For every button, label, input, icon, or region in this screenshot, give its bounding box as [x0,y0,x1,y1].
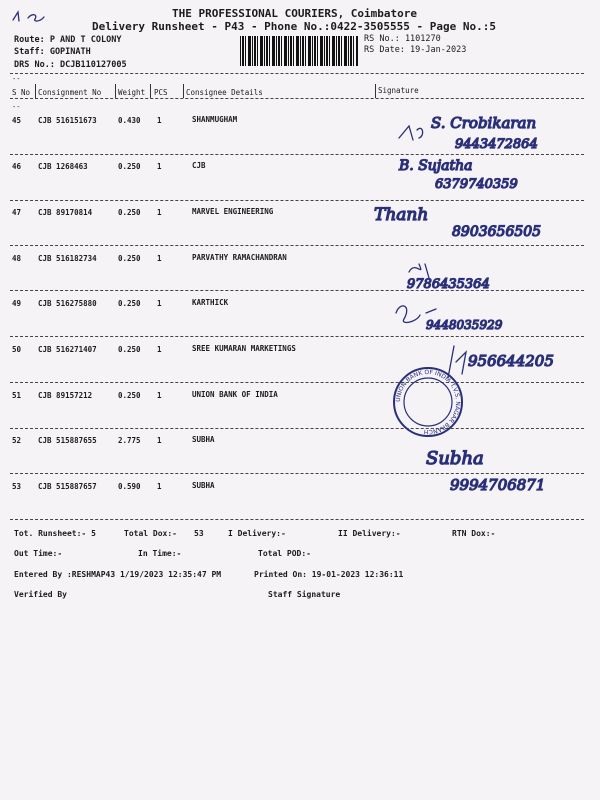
ii-delivery: II Delivery:- [338,529,401,538]
row-consignment: CJB 516182734 [38,254,97,263]
svg-text:6379740359: 6379740359 [435,177,518,192]
row-pcs: 1 [157,436,162,445]
svg-text:8903656505: 8903656505 [452,224,542,240]
i-delivery: I Delivery:- [228,529,286,538]
printed-on: Printed On: 19-01-2023 12:36:11 [254,570,404,579]
row-pcs: 1 [157,482,162,491]
row-weight: 0.250 [118,254,141,263]
signature-row-52 [420,440,590,500]
bank-stamp [392,366,464,438]
svg-text:9448035929: 9448035929 [426,318,503,332]
row-consignee: PARVATHY RAMACHANDRAN [192,253,287,262]
svg-text:Subha: Subha [426,448,484,469]
row-consignee: CJB [192,161,206,170]
row-pcs: 1 [157,162,162,171]
row-consignment: CJB 515887655 [38,436,97,445]
svg-text:9443472864: 9443472864 [455,137,538,152]
row-consignee: SUBHA [192,435,215,444]
total-pod: Total POD:- [258,549,311,558]
total-dox-label: Total Dox:- [124,529,177,538]
row-consignee: SREE KUMARAN MARKETINGS [192,344,296,353]
tot-runsheet: Tot. Runsheet:- 5 [14,529,96,538]
table-row [0,391,600,437]
row-sno: 49 [12,299,22,308]
row-consignee: MARVEL ENGINEERING [192,207,274,216]
row-weight: 0.250 [118,345,141,354]
row-weight: 0.250 [118,299,141,308]
row-consignee: KARTHICK [192,298,229,307]
svg-text:B. Sujatha: B. Sujatha [399,158,473,174]
row-consignment: CJB 1268463 [38,162,88,171]
row-sno: 47 [12,208,22,217]
row-consignment: CJB 89170814 [38,208,93,217]
runsheet-title: Delivery Runsheet - P43 - Phone No.:0422-3505555 - Page No.:5 [92,20,496,33]
drs-number: DRS No.: DCJB110127005 [14,60,127,70]
signature-row-47 [372,200,592,250]
col-signature: Signature [378,86,419,95]
row-pcs: 1 [157,391,162,400]
row-consignee: SUBHA [192,481,215,490]
total-dox-value: 53 [194,529,204,538]
row-sno: 50 [12,345,22,354]
rs-number: RS No.: 1101270 [364,34,441,44]
row-consignment: CJB 516275880 [38,299,97,308]
svg-text:9994706871: 9994706871 [450,476,546,494]
col-weight: Weight [118,88,146,97]
rs-date: RS Date: 19-Jan-2023 [364,45,467,55]
row-sno: 45 [12,116,22,125]
company-name: THE PROFESSIONAL COURIERS, Coimbatore [172,7,418,20]
row-sno: 52 [12,436,22,445]
rtn-dox: RTN Dox:- [452,529,496,538]
signature-row-48 [395,250,595,300]
row-weight: 0.250 [118,391,141,400]
verified-by: Verified By [14,590,67,599]
row-pcs: 1 [157,116,162,125]
row-consignment: CJB 89157212 [38,391,93,400]
row-consignee: SHANMUGHAM [192,115,238,124]
row-sno: 53 [12,482,22,491]
staff-name: Staff: GOPINATH [14,47,91,57]
row-sno: 51 [12,391,22,400]
barcode [240,36,358,66]
row-pcs: 1 [157,254,162,263]
row-pcs: 1 [157,345,162,354]
svg-text:S. Crobikaran: S. Crobikaran [431,114,537,132]
row-consignment: CJB 516151673 [38,116,97,125]
in-time: In Time:- [138,549,182,558]
row-consignment: CJB 515887657 [38,482,97,491]
svg-text:Thanh: Thanh [374,205,429,225]
svg-text:956644205: 956644205 [468,352,554,370]
svg-text:UNION BANK OF INDIA T.V.S. NAG: UNION BANK OF INDIA T.V.S. NAGAR BRANCH [394,368,462,436]
row-sno: 48 [12,254,22,263]
route: Route: P AND T COLONY [14,35,122,45]
row-pcs: 1 [157,208,162,217]
corner-handwritten-mark [10,8,50,26]
entered-by: Entered By :RESHMAP43 1/19/2023 12:35:47 PM [14,570,222,579]
row-weight: 0.250 [118,162,141,171]
row-weight: 0.430 [118,116,141,125]
row-weight: 0.250 [118,208,141,217]
svg-text:9786435364: 9786435364 [407,277,490,292]
row-pcs: 1 [157,299,162,308]
row-consignee: UNION BANK OF INDIA [192,390,278,399]
row-weight: 2.775 [118,436,141,445]
row-consignment: CJB 516271407 [38,345,97,354]
row-sno: 46 [12,162,22,171]
col-consignment: Consignment No [38,88,102,97]
row-weight: 0.590 [118,482,141,491]
col-consignee: Consignee Details [186,88,263,97]
out-time: Out Time:- [14,549,63,558]
col-sno: S No [12,88,31,97]
col-pcs: PCS [154,88,168,97]
staff-signature-label: Staff Signature [268,590,341,599]
signature-row-46 [395,150,595,200]
